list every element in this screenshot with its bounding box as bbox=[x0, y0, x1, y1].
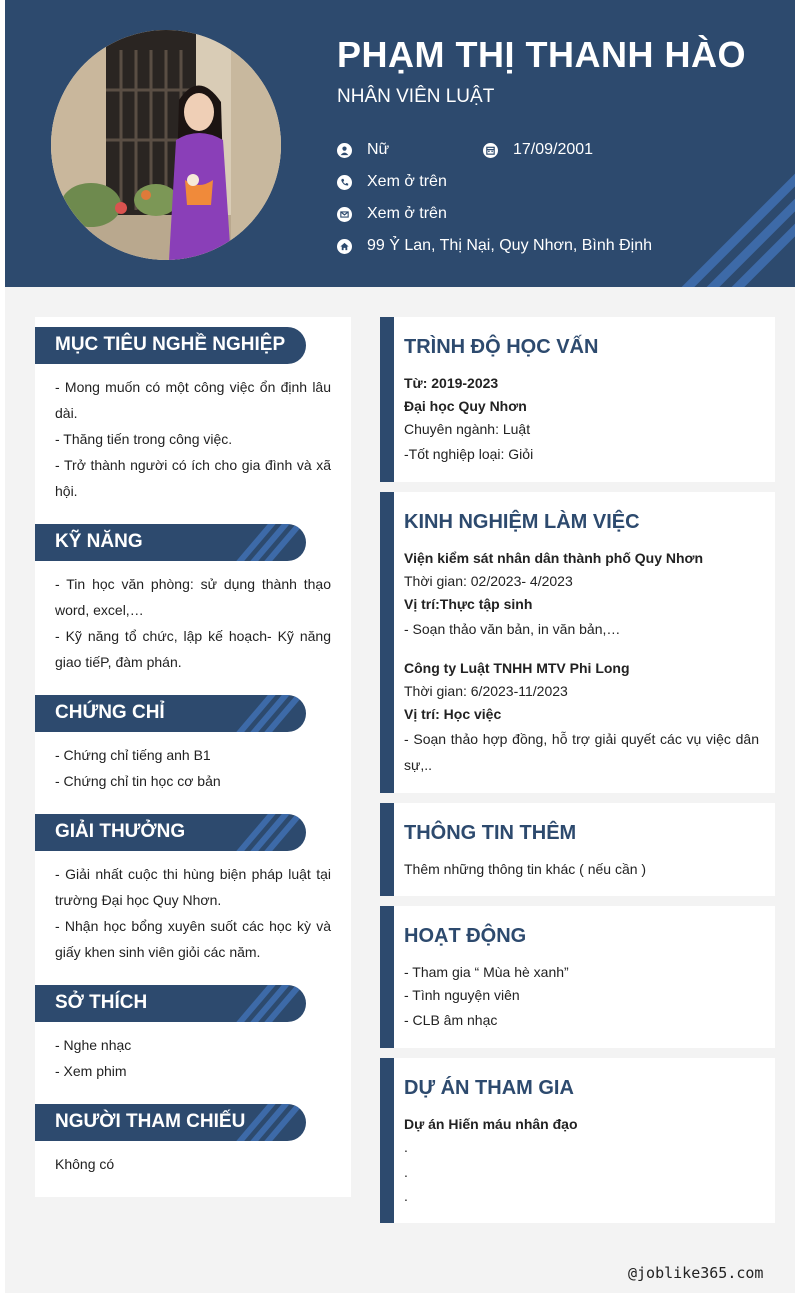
section-accent-bar bbox=[380, 1058, 394, 1223]
awards-heading bbox=[35, 814, 306, 851]
phone-icon bbox=[337, 175, 352, 190]
job-position: Vị trí: Học việc bbox=[404, 706, 502, 722]
cv-page bbox=[5, 0, 795, 1293]
project-line: . bbox=[404, 1188, 408, 1204]
job-description: - Soạn thảo văn bản, in văn bản,… bbox=[404, 621, 621, 637]
phone-row bbox=[337, 173, 447, 191]
hobby-line: - Xem phim bbox=[55, 1063, 127, 1079]
objective-content bbox=[55, 374, 331, 504]
birthday-row bbox=[483, 141, 593, 159]
email-row bbox=[337, 205, 447, 223]
references-content bbox=[55, 1151, 331, 1177]
activity-line: - Tình nguyện viên bbox=[404, 987, 520, 1003]
project-line: . bbox=[404, 1139, 408, 1155]
awards-content bbox=[55, 861, 331, 965]
objective-line: - Mong muốn có một công việc ổn định lâu dài. bbox=[55, 379, 331, 421]
address-value: 99 Ỷ Lan, Thị Nại, Quy Nhơn, Bình Định bbox=[367, 237, 653, 254]
education-major: Chuyên ngành: Luật bbox=[404, 421, 531, 437]
skill-line: - Kỹ năng tổ chức, lập kế hoạch- Kỹ năng giao tiếP, đàm phán. bbox=[55, 628, 331, 670]
heading-stripes-decoration bbox=[236, 985, 306, 1022]
award-line: - Giải nhất cuộc thi hùng biện pháp luật tại trường Đại học Quy Nhơn. bbox=[55, 866, 331, 908]
certificate-line: - Chứng chỉ tin học cơ bản bbox=[55, 773, 221, 789]
watermark: @joblike365.com bbox=[628, 1264, 764, 1282]
activities-section bbox=[380, 906, 775, 1048]
education-period: Từ: 2019-2023 bbox=[404, 375, 499, 391]
extra-info-text: Thêm những thông tin khác ( nếu cần ) bbox=[404, 861, 647, 877]
profile-photo bbox=[51, 30, 281, 260]
education-section bbox=[380, 317, 775, 482]
skill-line: - Tin học văn phòng: sử dụng thành thạo word, excel,… bbox=[55, 576, 331, 618]
section-accent-bar bbox=[380, 803, 394, 896]
phone-value: Xem ở trên bbox=[367, 173, 447, 190]
heading-stripes-decoration bbox=[236, 814, 306, 851]
objective-title: MỤC TIÊU NGHỀ NGHIỆP bbox=[55, 334, 286, 355]
extra-info-section bbox=[380, 803, 775, 896]
skills-content bbox=[55, 571, 331, 675]
job-time: Thời gian: 6/2023-11/2023 bbox=[404, 683, 568, 699]
education-grade: -Tốt nghiệp loại: Giỏi bbox=[404, 446, 534, 462]
candidate-job-title: NHÂN VIÊN LUẬT bbox=[337, 86, 495, 107]
projects-title: DỰ ÁN THAM GIA bbox=[404, 1077, 574, 1099]
user-icon bbox=[337, 143, 352, 158]
gender-value: Nữ bbox=[367, 141, 390, 158]
skills-heading bbox=[35, 524, 306, 561]
hobbies-title: SỞ THÍCH bbox=[55, 992, 148, 1013]
left-column bbox=[35, 317, 351, 1197]
references-title: NGƯỜI THAM CHIẾU bbox=[55, 1111, 246, 1132]
job-company: Công ty Luật TNHH MTV Phi Long bbox=[404, 660, 630, 676]
activities-title: HOẠT ĐỘNG bbox=[404, 925, 527, 947]
award-line: - Nhận học bổng xuyên suốt các học kỳ và giấy khen sinh viên giỏi các năm. bbox=[55, 918, 331, 960]
section-accent-bar bbox=[380, 906, 394, 1048]
job-description: - Soạn thảo hợp đồng, hỗ trợ giải quyết các vụ việc dân sự,.. bbox=[404, 731, 759, 773]
cv-header bbox=[5, 0, 795, 287]
heading-stripes-decoration bbox=[236, 524, 306, 561]
birthday-value: 17/09/2001 bbox=[513, 141, 594, 158]
job-company: Viện kiểm sát nhân dân thành phố Quy Nhơn bbox=[404, 550, 704, 566]
objective-line: - Thăng tiến trong công việc. bbox=[55, 431, 233, 447]
certificate-line: - Chứng chỉ tiếng anh B1 bbox=[55, 747, 211, 763]
activity-line: - Tham gia “ Mùa hè xanh” bbox=[404, 964, 569, 980]
certificates-heading bbox=[35, 695, 306, 732]
heading-stripes-decoration bbox=[236, 1104, 306, 1141]
extra-info-title: THÔNG TIN THÊM bbox=[404, 822, 577, 844]
education-title: TRÌNH ĐỘ HỌC VẤN bbox=[404, 336, 599, 358]
section-accent-bar bbox=[380, 492, 394, 793]
calendar-icon bbox=[483, 143, 498, 158]
hobby-line: - Nghe nhạc bbox=[55, 1037, 132, 1053]
certificates-title: CHỨNG CHỈ bbox=[55, 702, 165, 723]
projects-section bbox=[380, 1058, 775, 1223]
section-accent-bar bbox=[380, 317, 394, 482]
experience-title: KINH NGHIỆM LÀM VIỆC bbox=[404, 511, 640, 533]
references-heading bbox=[35, 1104, 306, 1141]
job-position: Vị trí:Thực tập sinh bbox=[404, 596, 533, 612]
awards-title: GIẢI THƯỞNG bbox=[55, 821, 186, 842]
objective-line: - Trở thành người có ích cho gia đình và xã hội. bbox=[55, 457, 331, 499]
project-name: Dự án Hiến máu nhân đạo bbox=[404, 1116, 578, 1132]
experience-section bbox=[380, 492, 775, 793]
hobbies-content bbox=[55, 1032, 331, 1084]
hobbies-heading bbox=[35, 985, 306, 1022]
email-icon bbox=[337, 207, 352, 222]
gender-row bbox=[337, 141, 389, 159]
email-value: Xem ở trên bbox=[367, 205, 447, 222]
job-time: Thời gian: 02/2023- 4/2023 bbox=[404, 573, 573, 589]
objective-heading bbox=[35, 327, 306, 364]
certificates-content bbox=[55, 742, 331, 794]
project-line: . bbox=[404, 1164, 408, 1180]
skills-title: KỸ NĂNG bbox=[55, 531, 143, 552]
address-row bbox=[337, 237, 652, 255]
education-school: Đại học Quy Nhơn bbox=[404, 398, 527, 414]
heading-stripes-decoration bbox=[236, 695, 306, 732]
home-icon bbox=[337, 239, 352, 254]
header-stripes-decoration bbox=[665, 170, 795, 287]
candidate-name: PHẠM THỊ THANH HÀO bbox=[337, 34, 746, 75]
activity-line: - CLB âm nhạc bbox=[404, 1012, 498, 1028]
reference-line: Không có bbox=[55, 1156, 115, 1172]
